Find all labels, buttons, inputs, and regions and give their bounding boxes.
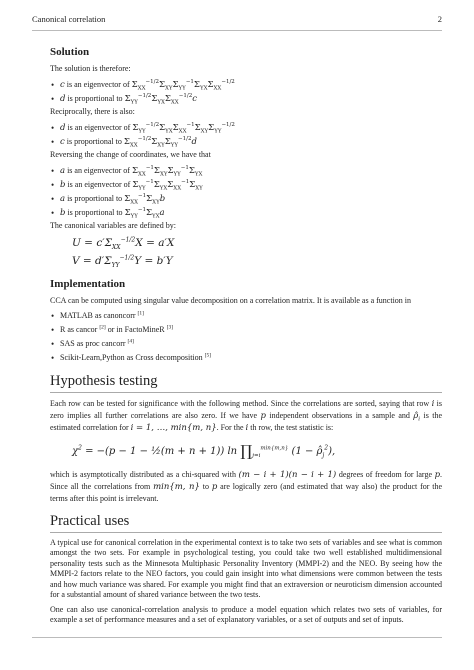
math-expr: $\Sigma_{YY}^{-1/2}\Sigma_{YX}\Sigma_{XX}^{-1}\Sigma_{XY}\Sigma_{YY}^{-1/2}$ <box>132 121 235 135</box>
solution-list-1 <box>50 79 442 106</box>
solution-list-3 <box>50 165 442 220</box>
math-expr: $\Sigma_{YY}^{-1}\Sigma_{YX}\Sigma_{XX}^{-1}\Sigma_{XY}$ <box>132 178 203 192</box>
footer-rule <box>32 637 442 638</box>
hypothesis-paragraph-1: Each row can be tested for significance with the following method. Since the correlations are sorted, saying that row i is zero implies all further correlations are also zero. If we have p independent observations in a sample and $\rhô_i$ is the estimated correlation for i = 1, …, min{m, n}. For the i th row, the test statistic is: <box>50 398 442 433</box>
citation-link[interactable]: [1] <box>137 310 144 317</box>
running-title: Canonical correlation <box>32 14 106 24</box>
implementation-text: CCA can be computed using singular value decomposition on a correlation matrix. It is available as a function in <box>50 295 412 305</box>
equation-chi-squared: $\chi^2 = -(p - 1$ − ½(m + n + 1)) $\ln \prod_{j=i}^{min\{m,n\}}$ $(1 - \rhô_j^2)$, <box>72 441 336 460</box>
practical-paragraph-1: A typical use for canonical correlation in the experimental context is to take two sets of variables and see what is common amongst the two sets. For example in psychological testing, you could take two well established multidimensional personality tests such as the Minnesota Multiphasic Personality Inventory (MMPI-2) and the NEO. By seeing how the MMPI-2 factors relate to the NEO factors, you could gain insight into what dimensions were common between the tests and how much variance was shared. For example you might find that an extraversion or neuroticism dimension accounted for a substantial amount of shared variance between the two tests. <box>50 537 442 599</box>
list-item: • c is an eigenvector of $\Sigma_{XX}^{-1/2}\Sigma_{XY}\Sigma_{YY}^{-1}\Sigma_{YX}\Sigma_{XX}^{-1/2}$ <box>50 79 442 92</box>
list-item: • SAS as proc cancorr [4] <box>50 338 442 351</box>
heading-implementation: Implementation <box>50 277 126 290</box>
solution-intro: The solution is therefore: <box>50 64 131 73</box>
math-expr: $\Sigma_{XX}^{-1}\Sigma_{XY}\Sigma_{YY}^{-1}\Sigma_{YX}$ <box>131 164 203 178</box>
heading-rule <box>50 532 442 533</box>
solution-reciprocal: Reciprocally, there is also: <box>50 107 135 116</box>
citation-link[interactable]: [4] <box>127 338 134 345</box>
math-expr: $\Sigma_{XX}^{-1/2}\Sigma_{XY}\Sigma_{YY}^{-1}\Sigma_{YX}\Sigma_{XX}^{-1/2}$ <box>131 78 235 92</box>
page-content <box>50 36 442 630</box>
list-item: • Scikit-Learn,Python as Cross decomposition [5] <box>50 352 442 365</box>
list-item: • b is proportional to $\Sigma_{YY}^{-1}\Sigma_{YX}a$ <box>50 207 442 220</box>
solution-list-2 <box>50 122 442 149</box>
hypothesis-paragraph-2: which is asymptotically distributed as a chi-squared with (m − i + 1)(n − i + 1) degrees of freedom for large p. Since all the correlations from min{m, n} to p are logically zero (and estimated that way also) the product for the terms after this point is irrelevant. <box>50 469 443 503</box>
citation-link[interactable]: [3] <box>166 324 174 331</box>
heading-hypothesis-testing: Hypothesis testing <box>50 372 158 389</box>
list-item: • R as cancor [2] or in FactoMineR [3] <box>50 324 442 337</box>
list-item: • d is proportional to $\Sigma_{YY}^{-1/2}\Sigma_{YX}\Sigma_{XX}^{-1/2}c$ <box>50 93 442 106</box>
page-number: 2 <box>437 14 442 24</box>
list-item: • a is an eigenvector of $\Sigma_{XX}^{-1}\Sigma_{XY}\Sigma_{YY}^{-1}\Sigma_{YX}$ <box>50 165 442 178</box>
math-expr: $\Sigma_{XX}^{-1}\Sigma_{XY}b$ <box>124 192 166 206</box>
citation-link[interactable]: [5] <box>204 352 212 359</box>
page-header <box>32 14 442 24</box>
equation-u: $U = c'\Sigma_{XX}^{-1/2}X = a'X$ <box>72 236 175 251</box>
list-item: • MATLAB as canoncorr [1] <box>50 310 442 323</box>
equation-v: $V = d'\Sigma_{YY}^{-1/2}Y = b'Y$ <box>72 254 173 269</box>
list-item: • b is an eigenvector of $\Sigma_{YY}^{-1}\Sigma_{YX}\Sigma_{XX}^{-1}\Sigma_{XY}$ <box>50 179 442 192</box>
header-rule <box>32 30 442 31</box>
citation-link[interactable]: [2] <box>99 324 106 331</box>
practical-paragraph-2: One can also use canonical-correlation analysis to produce a model equation which relates two sets of variables, for example a set of performance measures and a set of explanatory variables, or a set of outputs and set of inputs. <box>50 604 442 624</box>
solution-canonical: The canonical variables are defined by: <box>50 221 176 230</box>
heading-practical-uses: Practical uses <box>50 512 130 529</box>
math-expr: $\Sigma_{YY}^{-1/2}\Sigma_{YX}\Sigma_{XX}^{-1/2}c$ <box>124 92 197 106</box>
implementation-list <box>50 310 442 365</box>
list-item: • d is an eigenvector of $\Sigma_{YY}^{-1/2}\Sigma_{YX}\Sigma_{XX}^{-1}\Sigma_{XY}\Sigma_{YY}^{-1/2}$ <box>50 122 442 135</box>
math-expr: $\Sigma_{XX}^{-1/2}\Sigma_{XY}\Sigma_{YY}^{-1/2}d$ <box>123 135 197 149</box>
solution-reversing: Reversing the change of coordinates, we have that <box>50 150 211 159</box>
list-item: • c is proportional to $\Sigma_{XX}^{-1/2}\Sigma_{XY}\Sigma_{YY}^{-1/2}d$ <box>50 136 442 149</box>
heading-solution: Solution <box>50 46 90 58</box>
list-item: • a is proportional to $\Sigma_{XX}^{-1}\Sigma_{XY}b$ <box>50 193 442 206</box>
heading-rule <box>50 392 442 393</box>
math-expr: $\Sigma_{YY}^{-1}\Sigma_{YX}a$ <box>124 206 165 220</box>
